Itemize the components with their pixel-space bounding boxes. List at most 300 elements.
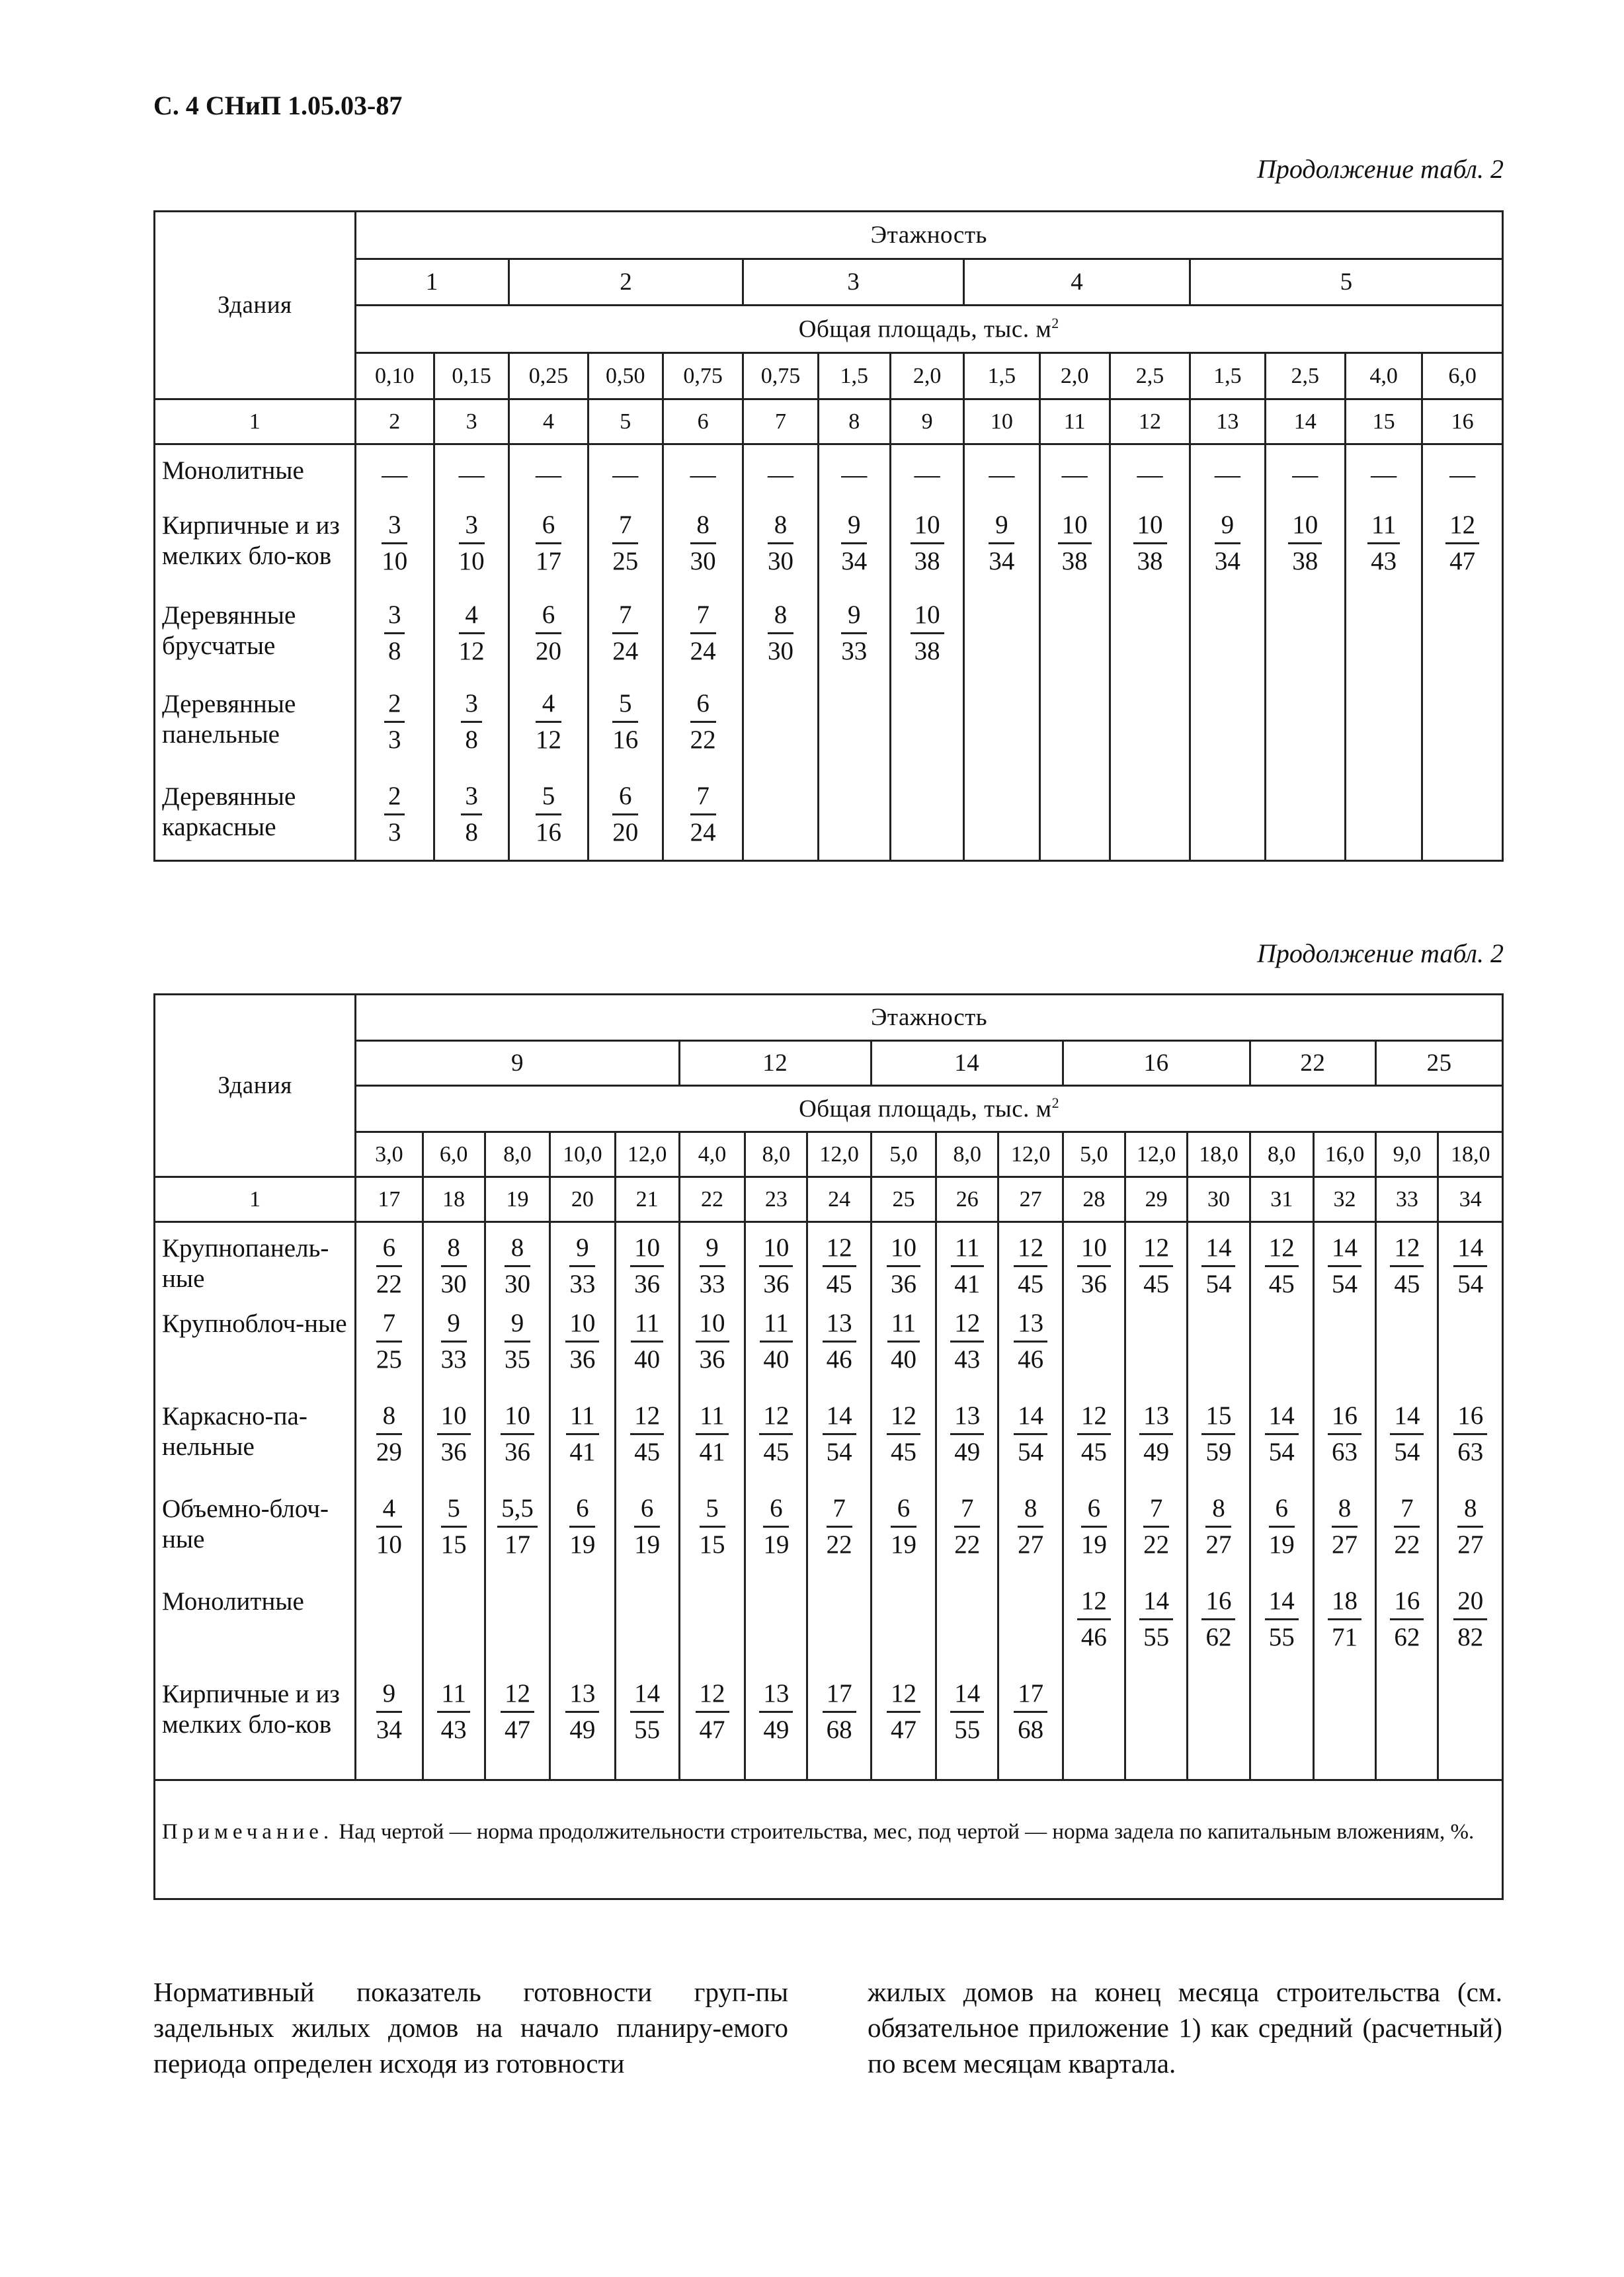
norm-cell <box>1039 590 1110 679</box>
duration-months: 13 <box>1014 1310 1047 1343</box>
norm-cell <box>1188 1222 1250 1299</box>
norm-cell <box>890 444 963 500</box>
backlog-percent: 20 <box>612 817 639 847</box>
norm-fraction <box>1328 1588 1361 1651</box>
norm-fraction <box>1133 512 1167 575</box>
norm-fraction <box>954 1495 980 1558</box>
backlog-percent: 62 <box>1394 1623 1420 1651</box>
duration-months: 7 <box>376 1310 402 1343</box>
duration-months: 14 <box>1014 1403 1047 1435</box>
norm-fraction <box>376 1310 402 1373</box>
norm-fraction <box>1457 1495 1483 1558</box>
norm-cell <box>745 1222 807 1299</box>
norm-fraction <box>1445 512 1479 575</box>
norm-cell <box>1313 1483 1375 1576</box>
area-value: 1,5 <box>818 353 890 399</box>
duration-months: 5 <box>536 783 561 815</box>
norm-cell <box>936 1576 998 1669</box>
backlog-percent: 3 <box>387 817 401 847</box>
norm-cell <box>818 590 890 679</box>
norm-cell <box>745 1298 807 1391</box>
area-value: 0,75 <box>743 353 818 399</box>
building-type: Деревянные каркасные <box>155 771 356 861</box>
column-number: 28 <box>1063 1177 1125 1222</box>
norm-cell <box>1345 679 1422 771</box>
duration-months: 11 <box>566 1403 599 1435</box>
norm-cell <box>1438 1669 1503 1780</box>
norm-cell <box>964 444 1039 500</box>
norm-cell <box>615 1391 679 1483</box>
backlog-percent: 47 <box>1449 546 1476 575</box>
duration-months: 10 <box>911 602 944 634</box>
duration-months: 11 <box>631 1310 664 1343</box>
norm-cell <box>1125 1483 1188 1576</box>
norm-fraction <box>1367 512 1401 575</box>
norm-cell <box>936 1298 998 1391</box>
norm-cell <box>1265 444 1345 500</box>
norm-cell <box>1422 500 1503 590</box>
norm-fraction <box>1139 1235 1173 1298</box>
backlog-percent: 22 <box>954 1530 981 1559</box>
duration-months: 14 <box>1265 1588 1299 1620</box>
backlog-percent: 55 <box>1143 1623 1170 1651</box>
area-value: 0,15 <box>434 353 508 399</box>
area-value: 8,0 <box>485 1132 549 1177</box>
norm-cell <box>509 771 588 861</box>
norm-fraction <box>441 1310 467 1373</box>
norm-cell <box>1063 1576 1125 1669</box>
area-value: 16,0 <box>1313 1132 1375 1177</box>
backlog-percent: 45 <box>1394 1270 1420 1298</box>
norm-fraction <box>1394 1495 1420 1558</box>
dash-value: — <box>841 460 868 489</box>
duration-months: 16 <box>1390 1588 1424 1620</box>
duration-months: 14 <box>950 1680 984 1713</box>
norm-fraction <box>459 602 485 665</box>
norm-fraction <box>630 1403 664 1466</box>
storey-group: 5 <box>1190 259 1503 306</box>
norm-cell <box>663 590 743 679</box>
backlog-percent: 54 <box>1205 1270 1232 1298</box>
norm-fraction <box>768 512 793 575</box>
backlog-percent: 10 <box>458 546 485 575</box>
column-number: 3 <box>434 399 508 444</box>
duration-months: 4 <box>536 690 561 723</box>
norm-fraction <box>1265 1403 1299 1466</box>
backlog-percent: 27 <box>1457 1530 1484 1559</box>
duration-months: 11 <box>760 1310 793 1343</box>
norm-cell <box>423 1576 485 1669</box>
norm-cell <box>807 1222 871 1299</box>
norm-fraction <box>437 1403 471 1466</box>
norm-fraction <box>759 1680 793 1743</box>
backlog-percent: 36 <box>1080 1270 1107 1298</box>
norm-cell <box>679 1298 745 1391</box>
duration-months: 5,5 <box>497 1495 538 1528</box>
duration-months: 6 <box>569 1495 595 1528</box>
norm-cell <box>745 1576 807 1669</box>
duration-months: 12 <box>501 1680 534 1713</box>
norm-fraction <box>1077 1588 1111 1651</box>
backlog-percent: 10 <box>376 1530 402 1559</box>
norm-fraction <box>696 1680 729 1743</box>
dash-value: — <box>1214 460 1240 489</box>
backlog-percent: 30 <box>690 546 716 575</box>
backlog-percent: 30 <box>768 636 794 665</box>
norm-cell <box>1110 771 1190 861</box>
duration-months: 12 <box>887 1403 920 1435</box>
norm-cell <box>423 1298 485 1391</box>
storey-group: 12 <box>679 1041 871 1086</box>
norm-cell <box>818 771 890 861</box>
duration-months: 9 <box>841 602 867 634</box>
norm-fraction <box>823 1310 856 1373</box>
norm-cell <box>964 500 1039 590</box>
duration-months: 12 <box>950 1310 984 1343</box>
norm-cell <box>1313 1298 1375 1391</box>
area-value: 9,0 <box>1376 1132 1438 1177</box>
norm-cell <box>679 1483 745 1576</box>
backlog-percent: 47 <box>699 1716 725 1744</box>
norm-cell <box>1110 444 1190 500</box>
column-number: 14 <box>1265 399 1345 444</box>
column-number: 12 <box>1110 399 1190 444</box>
norm-cell <box>1110 590 1190 679</box>
backlog-percent: 12 <box>458 636 485 665</box>
norm-cell <box>1250 1222 1313 1299</box>
norm-cell <box>356 1391 423 1483</box>
column-number: 9 <box>890 399 963 444</box>
storeys-header: Этажность <box>356 995 1503 1041</box>
norm-cell <box>615 1222 679 1299</box>
storey-group: 2 <box>509 259 743 306</box>
norm-cell <box>818 679 890 771</box>
norm-cell <box>890 590 963 679</box>
norm-fraction <box>841 602 867 665</box>
norm-fraction <box>376 1680 402 1743</box>
duration-months: 8 <box>768 512 793 544</box>
backlog-percent: 20 <box>535 636 561 665</box>
norm-cell <box>1376 1391 1438 1483</box>
norm-cell <box>679 1222 745 1299</box>
norm-fraction <box>376 1235 402 1298</box>
column-number: 17 <box>356 1177 423 1222</box>
norm-fraction <box>989 512 1014 575</box>
duration-months: 9 <box>989 512 1014 544</box>
backlog-percent: 25 <box>376 1345 402 1374</box>
backlog-percent: 34 <box>1214 546 1240 575</box>
norm-fraction <box>891 1495 916 1558</box>
norm-fraction <box>569 1235 595 1298</box>
norm-fraction <box>1081 1495 1107 1558</box>
norm-cell <box>890 679 963 771</box>
duration-months: 10 <box>437 1403 471 1435</box>
norm-fraction <box>1201 1235 1235 1298</box>
norm-cell <box>1125 1576 1188 1669</box>
backlog-percent: 12 <box>535 725 561 754</box>
building-type: Монолитные <box>155 444 356 500</box>
area-value: 5,0 <box>871 1132 936 1177</box>
dash-value: — <box>768 460 794 489</box>
norm-cell <box>434 500 508 590</box>
norm-fraction <box>1014 1680 1047 1743</box>
building-type: Деревянные панельные <box>155 679 356 771</box>
column-number: 25 <box>871 1177 936 1222</box>
area-value: 2,5 <box>1110 353 1190 399</box>
norm-cell <box>485 1576 549 1669</box>
backlog-percent: 63 <box>1332 1438 1358 1466</box>
backlog-percent: 33 <box>440 1345 467 1374</box>
duration-months: 6 <box>634 1495 660 1528</box>
column-number: 1 <box>155 1177 356 1222</box>
norm-cell <box>1376 1576 1438 1669</box>
duration-months: 11 <box>1367 512 1401 544</box>
norm-cell <box>1250 1391 1313 1483</box>
dash-value: — <box>1449 460 1476 489</box>
norm-cell <box>423 1391 485 1483</box>
area-value: 0,10 <box>355 353 434 399</box>
backlog-percent: 33 <box>841 636 868 665</box>
norm-cell <box>1039 500 1110 590</box>
norm-fraction <box>841 512 867 575</box>
area-value: 4,0 <box>1345 353 1422 399</box>
column-number: 8 <box>818 399 890 444</box>
duration-months: 6 <box>690 690 716 723</box>
duration-months: 10 <box>630 1235 664 1267</box>
norm-cell <box>1422 590 1503 679</box>
norm-cell <box>1376 1222 1438 1299</box>
norm-fraction <box>1201 1403 1235 1466</box>
building-type: Каркасно-па-нельные <box>155 1391 356 1483</box>
norm-cell <box>1063 1483 1125 1576</box>
backlog-percent: 38 <box>1292 546 1319 575</box>
duration-months: 13 <box>1139 1403 1173 1435</box>
area-label: Общая площадь, тыс. м <box>798 315 1052 343</box>
buildings-header: Здания <box>155 212 356 399</box>
area-value: 12,0 <box>998 1132 1063 1177</box>
norm-cell <box>1438 1298 1503 1391</box>
column-number: 18 <box>423 1177 485 1222</box>
norm-fraction <box>1205 1495 1231 1558</box>
duration-months: 9 <box>841 512 867 544</box>
norm-cell <box>1190 679 1265 771</box>
backlog-percent: 36 <box>504 1438 530 1466</box>
norm-fraction <box>700 1235 725 1298</box>
norm-cell <box>1125 1669 1188 1780</box>
duration-months: 8 <box>505 1235 530 1267</box>
duration-months: 3 <box>461 690 482 723</box>
storey-group: 16 <box>1063 1041 1250 1086</box>
backlog-percent: 49 <box>763 1716 790 1744</box>
norm-cell <box>588 679 663 771</box>
norm-fraction <box>536 783 561 846</box>
column-number: 24 <box>807 1177 871 1222</box>
duration-months: 11 <box>887 1310 920 1343</box>
duration-months: 3 <box>382 512 407 544</box>
backlog-percent: 15 <box>440 1530 467 1559</box>
norm-fraction <box>1265 1235 1299 1298</box>
norm-cell <box>1345 771 1422 861</box>
area-unit-sup: 2 <box>1051 1094 1060 1111</box>
area-value: 2,0 <box>890 353 963 399</box>
duration-months: 12 <box>1077 1403 1111 1435</box>
duration-months: 10 <box>887 1235 920 1267</box>
duration-months: 10 <box>759 1235 793 1267</box>
duration-months: 6 <box>536 602 561 634</box>
continuation-caption-1: Продолжение табл. 2 <box>1256 154 1504 184</box>
backlog-percent: 24 <box>690 817 716 847</box>
area-value: 1,5 <box>1190 353 1265 399</box>
column-number: 32 <box>1313 1177 1375 1222</box>
norm-cell <box>550 1298 615 1391</box>
building-type: Монолитные <box>155 1576 356 1669</box>
dash-value: — <box>1137 460 1163 489</box>
norm-cell <box>745 1391 807 1483</box>
norm-fraction <box>1139 1588 1173 1651</box>
backlog-percent: 45 <box>826 1270 852 1298</box>
backlog-percent: 38 <box>914 636 940 665</box>
duration-months: 7 <box>827 1495 852 1528</box>
norm-cell <box>423 1483 485 1576</box>
area-value: 3,0 <box>356 1132 423 1177</box>
duration-months: 7 <box>612 512 638 544</box>
norm-fraction <box>501 1680 534 1743</box>
norm-cell <box>871 1391 936 1483</box>
area-value: 6,0 <box>1422 353 1503 399</box>
column-number: 11 <box>1039 399 1110 444</box>
duration-months: 10 <box>1077 1235 1111 1267</box>
norm-fraction <box>823 1680 856 1743</box>
dash-value: — <box>535 460 561 489</box>
norm-cell <box>485 1669 549 1780</box>
backlog-percent: 46 <box>1018 1345 1044 1374</box>
column-number: 1 <box>155 399 356 444</box>
norm-cell <box>1376 1298 1438 1391</box>
norm-fraction <box>569 1495 595 1558</box>
norm-cell <box>615 1298 679 1391</box>
backlog-percent: 27 <box>1018 1530 1044 1559</box>
backlog-percent: 29 <box>376 1438 402 1466</box>
backlog-percent: 36 <box>569 1345 596 1374</box>
duration-months: 14 <box>823 1403 856 1435</box>
norm-fraction <box>1018 1495 1043 1558</box>
norm-fraction <box>690 602 716 665</box>
area-value: 5,0 <box>1063 1132 1125 1177</box>
norm-cell <box>423 1669 485 1780</box>
norm-cell <box>1313 1391 1375 1483</box>
norm-cell <box>745 1483 807 1576</box>
backlog-percent: 47 <box>504 1716 530 1744</box>
backlog-percent: 45 <box>1080 1438 1107 1466</box>
norm-cell <box>936 1391 998 1483</box>
duration-months: 12 <box>630 1403 664 1435</box>
norm-cell <box>550 1222 615 1299</box>
norm-cell <box>423 1222 485 1299</box>
column-number: 29 <box>1125 1177 1188 1222</box>
column-number: 16 <box>1422 399 1503 444</box>
norm-cell <box>890 771 963 861</box>
backlog-percent: 45 <box>890 1438 916 1466</box>
norm-cell <box>1188 1391 1250 1483</box>
page-header: С. 4 СНиП 1.05.03-87 <box>153 91 403 120</box>
norm-cell <box>998 1391 1063 1483</box>
backlog-percent: 36 <box>699 1345 725 1374</box>
backlog-percent: 30 <box>504 1270 530 1298</box>
area-value: 2,0 <box>1039 353 1110 399</box>
norm-fraction <box>1453 1403 1487 1466</box>
duration-months: 8 <box>441 1235 467 1267</box>
duration-months: 14 <box>1265 1403 1299 1435</box>
building-type: Крупнопанель-ные <box>155 1222 356 1299</box>
norm-cell <box>1265 679 1345 771</box>
backlog-percent: 49 <box>569 1716 596 1744</box>
norm-fraction <box>1332 1495 1358 1558</box>
norm-cell <box>1313 1669 1375 1780</box>
norm-fraction <box>630 1235 664 1298</box>
norm-cell <box>550 1669 615 1780</box>
norm-cell <box>743 444 818 500</box>
norm-cell <box>434 679 508 771</box>
column-number: 26 <box>936 1177 998 1222</box>
backlog-percent: 55 <box>634 1716 661 1744</box>
column-number: 22 <box>679 1177 745 1222</box>
norm-fraction <box>505 1235 530 1298</box>
norm-fraction <box>631 1310 664 1373</box>
duration-months: 4 <box>459 602 485 634</box>
body-text-left: Нормативный показатель готовности груп-пы задельных жилых домов на начало планиру-емого периода определен исходя из готовности <box>153 1977 788 2079</box>
norm-fraction <box>950 1310 984 1373</box>
storey-group: 22 <box>1250 1041 1376 1086</box>
norm-fraction <box>911 602 944 665</box>
norm-cell <box>356 1576 423 1669</box>
norm-cell <box>1188 1298 1250 1391</box>
duration-months: 4 <box>376 1495 402 1528</box>
norm-cell <box>355 590 434 679</box>
storey-group: 4 <box>964 259 1190 306</box>
storey-group: 3 <box>743 259 964 306</box>
backlog-percent: 54 <box>1018 1438 1044 1466</box>
norm-cell <box>1190 771 1265 861</box>
duration-months: 14 <box>1390 1403 1424 1435</box>
area-value: 8,0 <box>745 1132 807 1177</box>
norm-fraction <box>887 1403 920 1466</box>
backlog-percent: 22 <box>376 1270 402 1298</box>
backlog-percent: 46 <box>1080 1623 1107 1651</box>
backlog-percent: 54 <box>826 1438 852 1466</box>
norm-fraction <box>1058 512 1092 575</box>
duration-months: 6 <box>1081 1495 1107 1528</box>
norm-cell <box>936 1483 998 1576</box>
backlog-percent: 15 <box>699 1530 725 1559</box>
norm-fraction <box>951 1235 984 1298</box>
norm-cell <box>1345 444 1422 500</box>
norm-cell <box>588 500 663 590</box>
norm-cell <box>1190 590 1265 679</box>
norm-cell <box>1422 444 1503 500</box>
norm-fraction <box>1390 1403 1424 1466</box>
backlog-percent: 34 <box>841 546 868 575</box>
norm-cell <box>1110 679 1190 771</box>
duration-months: 6 <box>763 1495 789 1528</box>
duration-months: 15 <box>1201 1403 1235 1435</box>
duration-months: 12 <box>696 1680 729 1713</box>
norm-fraction <box>1453 1588 1487 1651</box>
duration-months: 10 <box>696 1310 729 1343</box>
norm-cell <box>1063 1391 1125 1483</box>
backlog-percent: 38 <box>914 546 940 575</box>
duration-months: 12 <box>1265 1235 1299 1267</box>
area-label: Общая площадь, тыс. м <box>799 1095 1052 1123</box>
